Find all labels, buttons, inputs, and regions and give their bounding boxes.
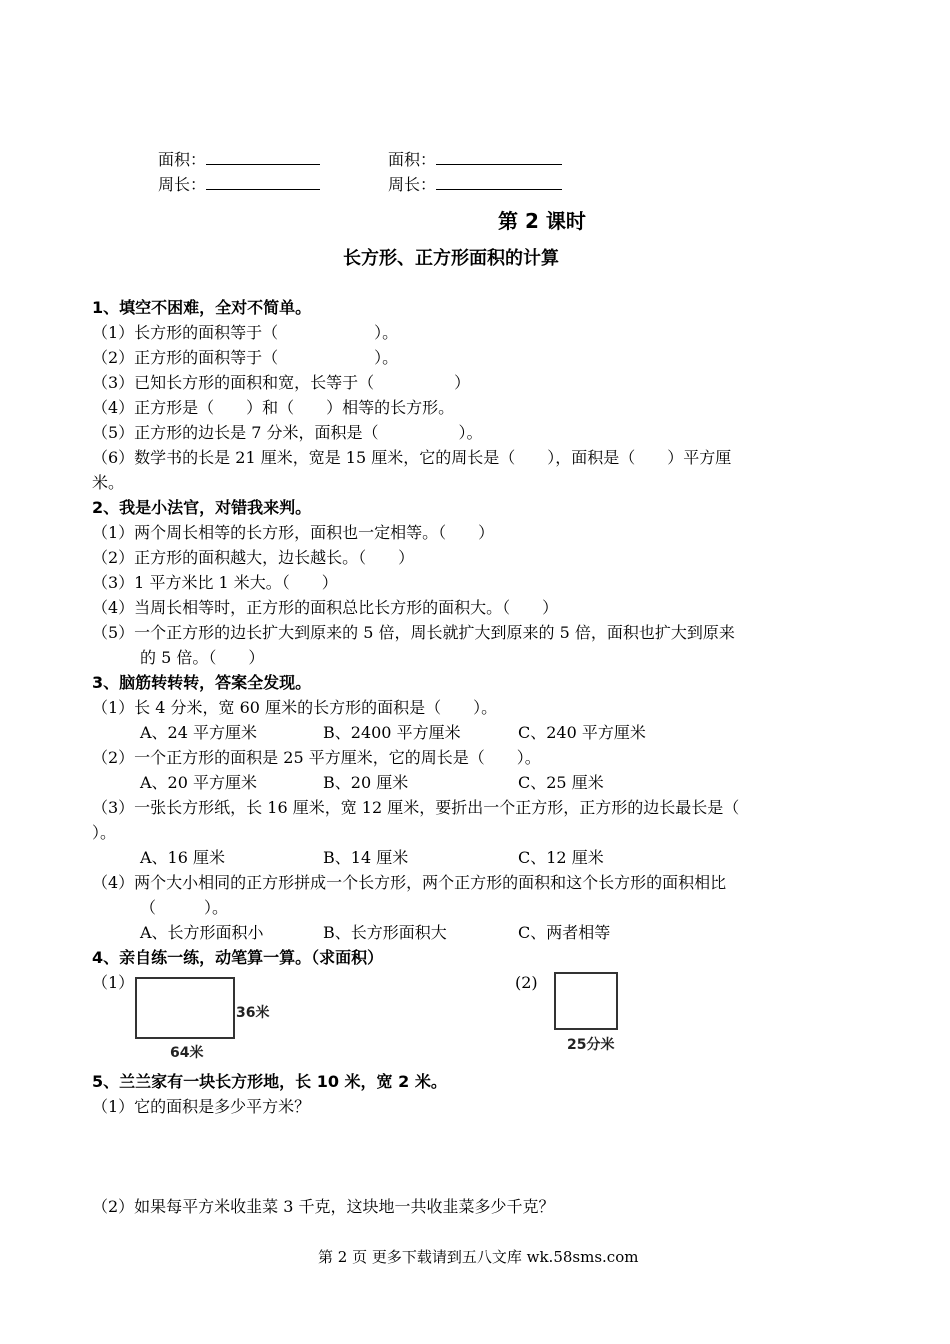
section3-q2: （2）一个正方形的面积是 25 平方厘米，它的周长是（ ）。 <box>92 748 541 767</box>
section1-item: （3）已知长方形的面积和宽，长等于（ ） <box>92 373 471 392</box>
section1-item: （2）正方形的面积等于（ ）。 <box>92 348 399 367</box>
section1-item: （5）正方形的边长是 7 分米，面积是（ ）。 <box>92 423 483 442</box>
page-footer: 第 2 页 更多下载请到五八文库 wk.58sms.com <box>318 1248 639 1266</box>
option-b: B、长方形面积大 <box>323 923 447 942</box>
rectangle-height-label: 36米 <box>236 1005 270 1021</box>
option-a: A、20 平方厘米 <box>140 773 258 792</box>
square-figure <box>554 972 618 1030</box>
lesson-title: 第 2 课时 <box>498 209 586 233</box>
perimeter-blank-right[interactable] <box>436 175 562 190</box>
section4-heading: 4、亲自练一练，动笔算一算。（求面积） <box>92 948 384 967</box>
section2-item: 的 5 倍。（ ） <box>140 648 265 667</box>
option-c: C、240 平方厘米 <box>518 723 646 742</box>
option-c: C、两者相等 <box>518 923 611 942</box>
area-label-left: 面积： <box>158 150 207 169</box>
section1-item: （1）长方形的面积等于（ ）。 <box>92 323 399 342</box>
perimeter-label-right: 周长： <box>388 175 437 194</box>
section5-q1: （1）它的面积是多少平方米？ <box>92 1097 311 1116</box>
rectangle-width-label: 64米 <box>170 1045 204 1061</box>
option-c: C、25 厘米 <box>518 773 604 792</box>
perimeter-field-left <box>158 175 320 195</box>
figure1-label: （1） <box>92 973 135 992</box>
section3-q3: （3）一张长方形纸，长 16 厘米，宽 12 厘米，要折出一个正方形，正方形的边长最长是（ <box>92 798 740 817</box>
section2-item: （4）当周长相等时，正方形的面积总比长方形的面积大。（ ） <box>92 598 559 617</box>
section3-q1: （1）长 4 分米，宽 60 厘米的长方形的面积是（ ）。 <box>92 698 498 717</box>
area-field-right <box>388 150 562 170</box>
option-b: B、20 厘米 <box>323 773 409 792</box>
section3-q4-cont: （ ）。 <box>140 898 229 917</box>
perimeter-field-right <box>388 175 562 195</box>
area-blank-right[interactable] <box>436 150 562 165</box>
section2-heading: 2、我是小法官，对错我来判。 <box>92 498 312 517</box>
area-label-right: 面积： <box>388 150 437 169</box>
perimeter-label-left: 周长： <box>158 175 207 194</box>
section1-item: 米。 <box>92 473 125 492</box>
section3-q3-cont: ）。 <box>92 823 117 842</box>
section3-q4: （4）两个大小相同的正方形拼成一个长方形，两个正方形的面积和这个长方形的面积相比 <box>92 873 727 892</box>
option-b: B、14 厘米 <box>323 848 409 867</box>
section3-heading: 3、脑筋转转转，答案全发现。 <box>92 673 312 692</box>
figure2-label: (2) <box>515 973 538 992</box>
option-b: B、2400 平方厘米 <box>323 723 461 742</box>
section5-heading: 5、兰兰家有一块长方形地，长 10 米，宽 2 米。 <box>92 1072 447 1091</box>
perimeter-blank-left[interactable] <box>206 175 320 190</box>
area-blank-left[interactable] <box>206 150 320 165</box>
section2-item: （3）1 平方米比 1 米大。（ ） <box>92 573 338 592</box>
section5-q2: （2）如果每平方米收韭菜 3 千克，这块地一共收韭菜多少千克？ <box>92 1197 555 1216</box>
option-a: A、16 厘米 <box>140 848 226 867</box>
option-a: A、24 平方厘米 <box>140 723 258 742</box>
rectangle-figure <box>135 977 235 1039</box>
section1-heading: 1、填空不困难，全对不简单。 <box>92 298 312 317</box>
section2-item: （1）两个周长相等的长方形，面积也一定相等。（ ） <box>92 523 495 542</box>
section1-item: （4）正方形是（ ）和（ ）相等的长方形。 <box>92 398 455 417</box>
section2-item: （2）正方形的面积越大，边长越长。（ ） <box>92 548 415 567</box>
area-field-left <box>158 150 320 170</box>
lesson-subtitle: 长方形、正方形面积的计算 <box>343 248 559 269</box>
option-a: A、长方形面积小 <box>140 923 264 942</box>
square-side-label: 25分米 <box>567 1037 615 1053</box>
section2-item: （5）一个正方形的边长扩大到原来的 5 倍，周长就扩大到原来的 5 倍，面积也扩大到原来 <box>92 623 735 642</box>
section1-item: （6）数学书的长是 21 厘米，宽是 15 厘米，它的周长是（ ），面积是（ ）平方厘 <box>92 448 732 467</box>
option-c: C、12 厘米 <box>518 848 604 867</box>
